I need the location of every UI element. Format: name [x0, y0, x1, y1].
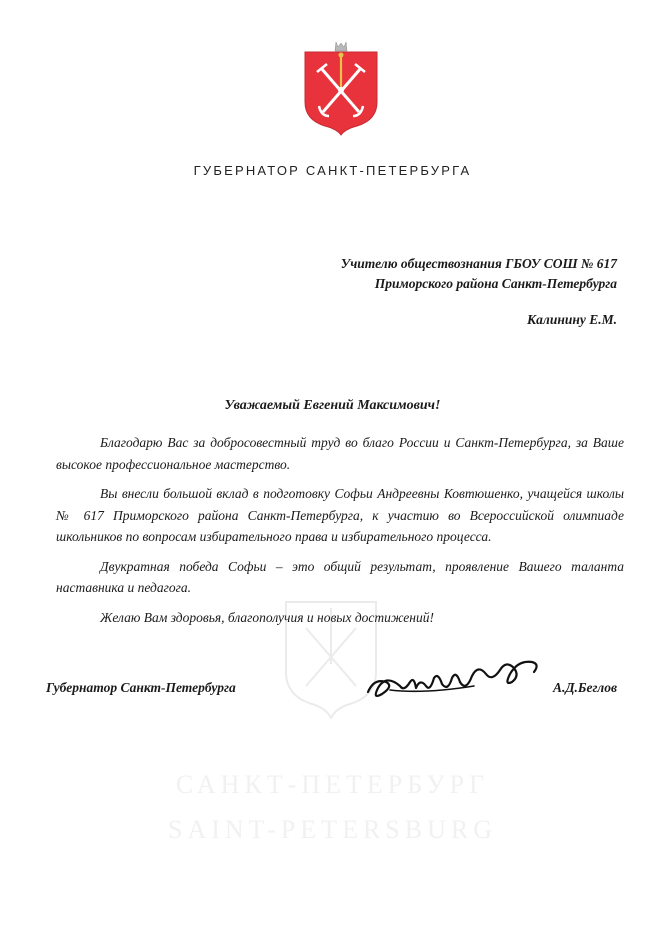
addressee-block	[341, 254, 617, 294]
paragraph-2: Вы внесли большой вклад в подготовку Софьи Андреевны Ковтюшенко, учащейся школы № 617 Приморского района Санкт-Петербурга, к участию во Всероссийской олимпиаде школьников по вопросам избирательного права и избирательного процесса.	[56, 486, 624, 544]
signatory-role: Губернатор Санкт-Петербурга	[46, 680, 236, 695]
watermark-text-en: SAINT-PETERSBURG	[168, 815, 497, 844]
paragraph-3: Двукратная победа Софьи – это общий результат, проявление Вашего таланта наставника и педагога.	[56, 558, 624, 595]
addressee-name: Калинину Е.М.	[527, 312, 617, 327]
paragraph-4: Желаю Вам здоровья, благополучия и новых достижений!	[100, 609, 434, 625]
letter-greeting: Уважаемый Евгений Максимович!	[224, 398, 441, 413]
coat-of-arms-icon	[303, 40, 379, 136]
addressee-line-2: Приморского района Санкт-Петербурга	[374, 276, 617, 291]
addressee-line-1: Учителю обществознания ГБОУ СОШ № 617	[340, 256, 617, 271]
governor-heading: ГУБЕРНАТОР САНКТ-ПЕТЕРБУРГА	[193, 163, 472, 178]
paragraph-1: Благодарю Вас за добросовестный труд во благо России и Санкт-Петербурга, за Ваше высокое профессиональное мастерство.	[56, 435, 624, 472]
signatory-name: А.Д.Беглов	[552, 680, 617, 695]
watermark-text-ru: САНКТ-ПЕТЕРБУРГ	[175, 770, 490, 799]
handwritten-signature	[364, 648, 549, 708]
